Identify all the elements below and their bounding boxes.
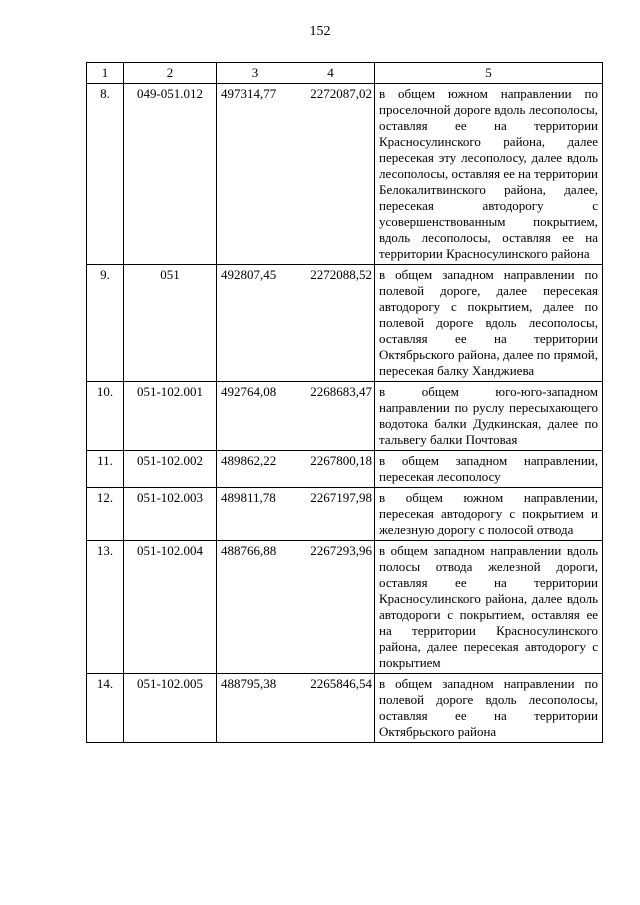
row-number: 9. [87, 265, 124, 382]
boundary-description: в общем западном направлении по полевой дороге, далее пересекая автодорогу с покрытием, далее по полевой дороге вдоль лесополосы, оставляя ее на территории Октябрьского района, далее по прямой, пересекая балку Ханджиева [375, 265, 603, 382]
boundary-description: в общем западном направлении вдоль полосы отвода железной дороги, оставляя ее на территории Красносулинского района, далее вдоль автодороги с покрытием, оставляя ее на территории Красносулинского района, далее пересекая автодорогу с покрытием [375, 541, 603, 674]
boundary-description: в общем западном направлении, пересекая лесополосу [375, 451, 603, 488]
table-header-row [87, 63, 603, 84]
boundary-description: в общем западном направлении по полевой дороге вдоль лесополосы, оставляя ее на территории Октябрьского района [375, 674, 603, 743]
row-number: 12. [87, 488, 124, 541]
row-number: 14. [87, 674, 124, 743]
table-row [87, 84, 603, 265]
coord-y: 2265846,54 [310, 676, 372, 691]
point-id: 051 [124, 265, 217, 382]
coord-y: 2272088,52 [310, 267, 372, 282]
table-row [87, 541, 603, 674]
coord-x: 488795,38 [221, 676, 277, 691]
table-row [87, 451, 603, 488]
table-row [87, 265, 603, 382]
coordinates [217, 382, 375, 451]
coord-x: 492807,45 [221, 267, 277, 282]
header-col-3-4 [217, 63, 375, 84]
coord-x: 497314,77 [221, 86, 277, 101]
header-col-5: 5 [375, 63, 603, 84]
coord-y: 2267197,98 [310, 490, 372, 505]
coordinates [217, 541, 375, 674]
header-col-1: 1 [87, 63, 124, 84]
header-col-2: 2 [124, 63, 217, 84]
row-number: 13. [87, 541, 124, 674]
coord-x: 492764,08 [221, 384, 277, 399]
row-number: 8. [87, 84, 124, 265]
point-id: 051-102.001 [124, 382, 217, 451]
boundary-description: в общем южном направлении по проселочной дороге вдоль лесополосы, оставляя ее на территории Красносулинского района, далее пересекая эту лесополосу, далее вдоль лесополосы, оставляя ее на территории Белокалитвинского района, далее, пересекая автодорогу с усовершенствованным покрытием, вдоль лесополосы, оставляя ее на территории Красносулинского района [375, 84, 603, 265]
point-id: 051-102.005 [124, 674, 217, 743]
row-number: 11. [87, 451, 124, 488]
coord-x: 489811,78 [221, 490, 276, 505]
table-row [87, 382, 603, 451]
table-row [87, 488, 603, 541]
point-id: 051-102.003 [124, 488, 217, 541]
coord-y: 2267800,18 [310, 453, 372, 468]
point-id: 049-051.012 [124, 84, 217, 265]
page-number: 152 [309, 24, 331, 39]
point-id: 051-102.002 [124, 451, 217, 488]
boundary-table [86, 62, 603, 743]
coordinates [217, 674, 375, 743]
point-id: 051-102.004 [124, 541, 217, 674]
row-number: 10. [87, 382, 124, 451]
coordinates [217, 84, 375, 265]
coord-x: 488766,88 [221, 543, 277, 558]
header-col-3: 3 [251, 65, 259, 80]
header-col-4: 4 [327, 65, 334, 80]
coord-y: 2268683,47 [310, 384, 372, 399]
coord-x: 489862,22 [221, 453, 277, 468]
boundary-description: в общем юго-юго-западном направлении по руслу пересыхающего водотока балки Дудкинская, далее по тальвегу балки Почтовая [375, 382, 603, 451]
boundary-description: в общем южном направлении, пересекая автодорогу с покрытием и железную дорогу с полосой отвода [375, 488, 603, 541]
coordinates [217, 488, 375, 541]
coordinates [217, 451, 375, 488]
table-row [87, 674, 603, 743]
coord-y: 2272087,02 [310, 86, 372, 101]
coordinates [217, 265, 375, 382]
coord-y: 2267293,96 [310, 543, 372, 558]
